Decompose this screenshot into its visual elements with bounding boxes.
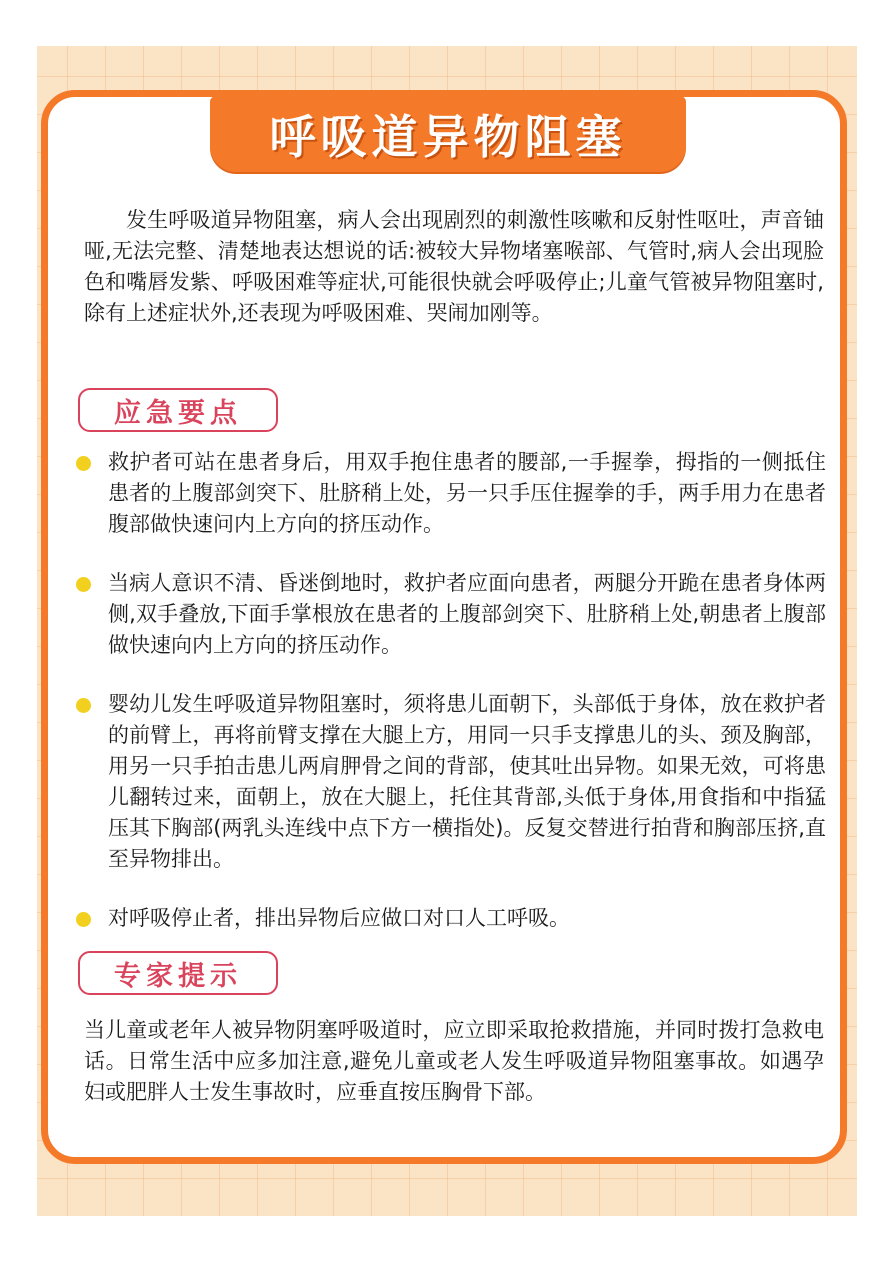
expert-tip-paragraph: 当儿童或老年人被异物阴塞呼吸道时，应立即采取抢救措施，并同时拨打急救电话。日常生活中应多加注意,避免儿童或老人发生呼吸道异物阻塞事故。如遇孕妇或肥胖人士发生事故时，应垂直按压胸骨下部。 — [84, 1018, 824, 1104]
title-banner — [210, 96, 686, 172]
list-item — [74, 447, 826, 540]
bullet-dot-icon — [76, 698, 91, 713]
list-item — [74, 568, 826, 661]
list-item-text: 婴幼儿发生呼吸道异物阻塞时，须将患儿面朝下，头部低于身体，放在救护者的前臂上，再将前臂支撑在大腿上方，用同一只手支撑患儿的头、颈及胸部，用另一只手拍击患儿两肩胛骨之间的背部，使其吐出异物。如果无效，可将患儿翻转过来，面朝上，放在大腿上，托住其背部,头低于身体,用食指和中指猛压其下胸部(两乳头连线中点下方一横指处)。反复交替进行拍背和胸部压挤,直至异物排出。 — [108, 692, 826, 871]
list-item-text: 救护者可站在患者身后，用双手抱住患者的腰部,一手握拳，拇指的一侧抵住患者的上腹部剑突下、肚脐稍上处，另一只手压住握拳的手，两手用力在患者腹部做快速问内上方向的挤压动作。 — [108, 450, 826, 536]
intro-paragraph: 发生呼吸道异物阻塞，病人会出现剧烈的刺激性咳嗽和反射性呕吐，声音铀哑,无法完整、清楚地表达想说的话:被较大异物堵塞喉部、气管时,病人会出现脸色和嘴唇发紫、呼吸困难等症状,可能很快就会呼吸停止;儿童气管被异物阻塞时,除有上述症状外,还表现为呼吸困难、哭闹加刚等。 — [84, 208, 824, 325]
emergency-bullet-list — [74, 447, 826, 934]
section-heading-expert — [78, 951, 278, 995]
bullet-dot-icon — [76, 577, 91, 592]
list-item — [74, 903, 826, 934]
list-item-text: 对呼吸停止者，排出异物后应做口对口人工呼吸。 — [108, 906, 570, 930]
bullet-dot-icon — [76, 456, 91, 471]
section-heading-expert-label: 专家提示 — [114, 960, 242, 992]
section-heading-emergency-label: 应急要点 — [114, 397, 242, 429]
bullet-dot-icon — [76, 912, 91, 927]
section-heading-emergency — [78, 388, 278, 432]
page-title: 呼吸道异物阻塞 — [269, 110, 627, 164]
list-item — [74, 689, 826, 875]
list-item-text: 当病人意识不清、昏迷倒地时，救护者应面向患者，两腿分开跪在患者身体两侧,双手叠放,下面手掌根放在患者的上腹部剑突下、肚脐稍上处,朝患者上腹部做快速向内上方向的挤压动作。 — [108, 571, 826, 657]
